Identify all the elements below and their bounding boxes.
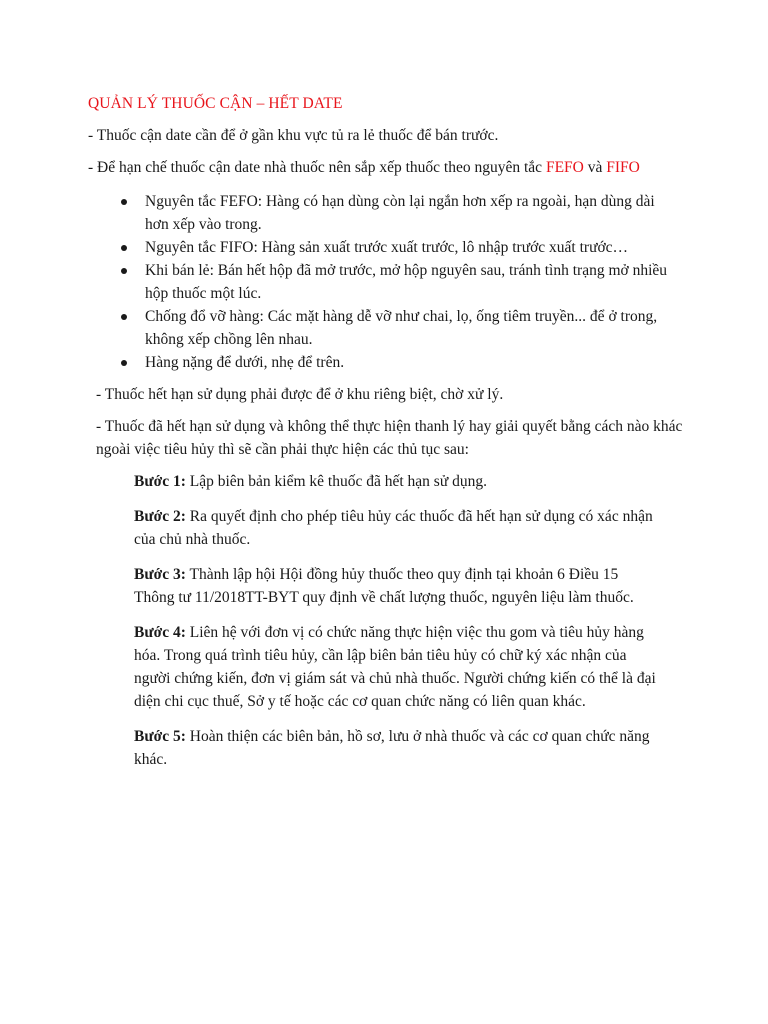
bullet-icon (121, 268, 127, 274)
step-text: Lập biên bản kiểm kê thuốc đã hết hạn sử dụng. (185, 473, 487, 490)
step-1 (134, 470, 662, 493)
list-item (145, 236, 680, 259)
step-label: Bước 5: (134, 728, 186, 745)
fefo-highlight: FEFO (545, 159, 584, 176)
paragraph-near-expiry-placement: - Thuốc cận date cần để ở gần khu vực tủ ra lẻ thuốc để bán trước. (88, 127, 499, 144)
step-text: Ra quyết định cho phép tiêu hủy các thuốc đã hết hạn sử dụng có xác nhận của chủ nhà thuốc. (134, 508, 653, 548)
list-item-text: Nguyên tắc FIFO: Hàng sản xuất trước xuất trước, lô nhập trước xuất trước… (145, 239, 629, 256)
list-item-text: Chống đổ vỡ hàng: Các mặt hàng dễ vỡ như chai, lọ, ống tiêm truyền... để ở trong, không xếp chồng lên nhau. (145, 308, 658, 348)
step-text: Hoàn thiện các biên bản, hồ sơ, lưu ở nhà thuốc và các cơ quan chức năng khác. (134, 728, 650, 768)
paragraph-arrangement-principle (88, 156, 688, 179)
step-5 (134, 725, 662, 771)
step-label: Bước 2: (134, 508, 186, 525)
step-label: Bước 1: (134, 473, 186, 490)
and-text: và (583, 159, 607, 176)
step-label: Bước 4: (134, 624, 186, 641)
list-item-text: Khi bán lẻ: Bán hết hộp đã mở trước, mở hộp nguyên sau, tránh tình trạng mở nhiều hộp thuốc một lúc. (145, 262, 668, 302)
fifo-highlight: FIFO (606, 159, 640, 176)
bullet-icon (121, 360, 127, 366)
principles-list (88, 190, 680, 374)
list-item (145, 259, 680, 305)
document-title: QUẢN LÝ THUỐC CẬN – HẾT DATE (88, 95, 343, 112)
bullet-icon (121, 245, 127, 251)
bullet-icon (121, 314, 127, 320)
arrangement-text: - Để hạn chế thuốc cận date nhà thuốc nên sắp xếp thuốc theo nguyên tắc (88, 159, 546, 176)
list-item (145, 351, 680, 374)
step-text: Liên hệ với đơn vị có chức năng thực hiện việc thu gom và tiêu hủy hàng hóa. Trong quá trình tiêu hủy, cần lập biên bản tiêu hủy có chữ ký xác nhận của người chứng kiến, đơn vị giám sát và chủ nhà thuốc. Người chứng kiến có thể là đại diện chi cục thuế, Sở y tế hoặc các cơ quan chức năng có liên quan khác. (134, 624, 656, 710)
list-item (145, 305, 680, 351)
paragraph-expired-storage: - Thuốc hết hạn sử dụng phải được để ở khu riêng biệt, chờ xử lý. (96, 386, 504, 403)
list-item (145, 190, 680, 236)
list-item-text: Hàng nặng để dưới, nhẹ để trên. (145, 354, 345, 371)
step-4 (134, 621, 662, 713)
step-3 (134, 563, 662, 609)
step-2 (134, 505, 662, 551)
list-item-text: Nguyên tắc FEFO: Hàng có hạn dùng còn lại ngắn hơn xếp ra ngoài, hạn dùng dài hơn xếp vào trong. (145, 193, 655, 233)
document-page (88, 92, 688, 783)
step-label: Bước 3: (134, 566, 186, 583)
step-text: Thành lập hội Hội đồng hủy thuốc theo quy định tại khoản 6 Điều 15 Thông tư 11/2018TT-BYT quy định về chất lượng thuốc, nguyên liệu làm thuốc. (134, 566, 634, 606)
paragraph-disposal-procedure: - Thuốc đã hết hạn sử dụng và không thể thực hiện thanh lý hay giải quyết bằng cách nào khác ngoài việc tiêu hủy thì sẽ cần phải thực hiện các thủ tục sau: (96, 418, 683, 458)
bullet-icon (121, 199, 127, 205)
